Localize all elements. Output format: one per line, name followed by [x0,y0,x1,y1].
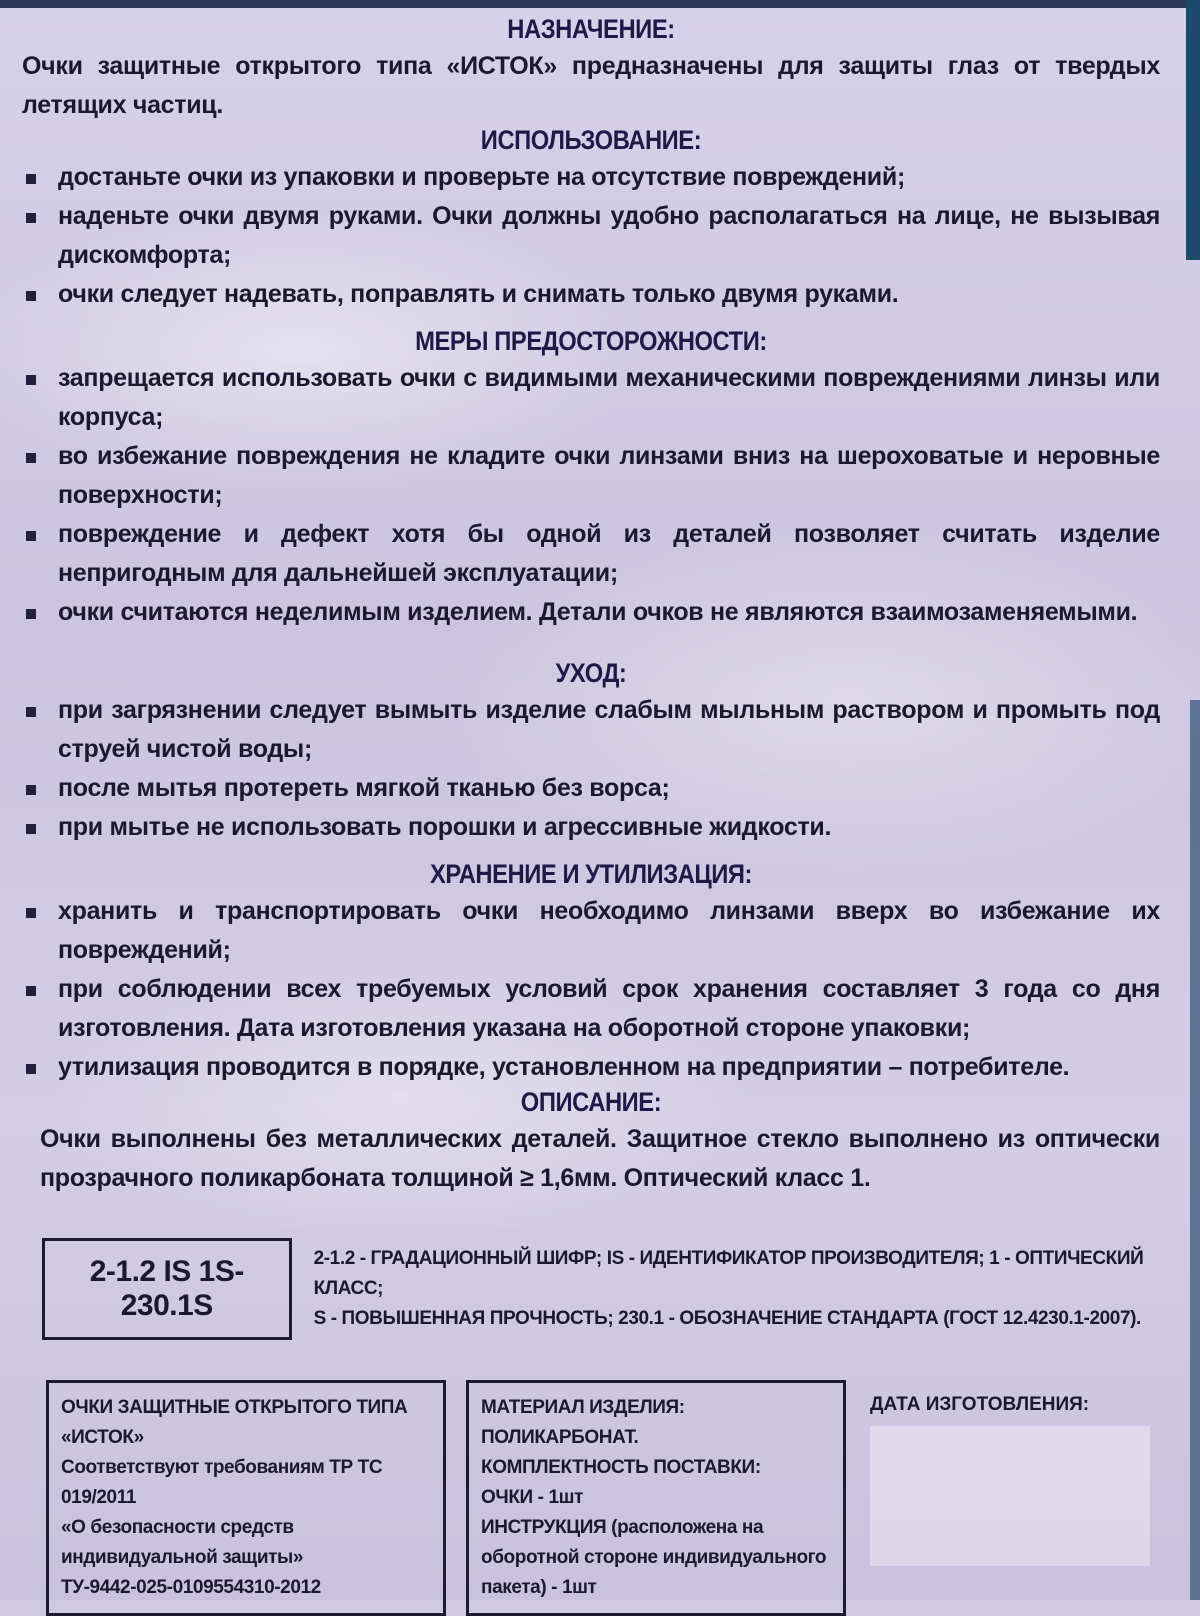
marking-legend-line: S - ПОВЫШЕННАЯ ПРОЧНОСТЬ; 230.1 - ОБОЗНАЧЕНИЕ СТАНДАРТА (ГОСТ 12.4230.1-2007). [313,1308,1141,1329]
marking-row [42,1238,1160,1340]
kit-title: КОМПЛЕКТНОСТЬ ПОСТАВКИ: [481,1457,761,1478]
storage-section [22,859,1160,1087]
precautions-title: МЕРЫ ПРЕДОСТОРОЖНОСТИ: [415,326,767,356]
usage-list [22,158,1160,314]
storage-item: при соблюдении всех требуемых условий срок хранения составляет 3 года со дня изготовления. Дата изготовления указана на оборотной стороне упаковки; [22,970,1160,1048]
description-section [22,1087,1160,1198]
care-item: после мытья протереть мягкой тканью без ворса; [22,769,1160,808]
usage-item: очки следует надевать, поправлять и снимать только двумя руками. [22,275,1160,314]
kit-item: ИНСТРУКЦИЯ (расположена на оборотной стороне индивидуального пакета) - 1шт [481,1517,827,1598]
precaution-item: очки считаются неделимым изделием. Детали очков не являются взаимозаменяемыми. [22,593,1160,632]
care-list [22,691,1160,847]
usage-item: достаньте очки из упаковки и проверьте на отсутствие повреждений; [22,158,1160,197]
precautions-list [22,359,1160,632]
precaution-item: повреждение и дефект хотя бы одной из деталей позволяет считать изделие непригодным для дальнейшей эксплуатации; [22,515,1160,593]
care-item: при загрязнении следует вымыть изделие слабым мыльным раствором и промыть под струей чистой воды; [22,691,1160,769]
storage-list [22,892,1160,1087]
info-boxes [46,1380,1160,1616]
marking-legend-line: 2-1.2 - ГРАДАЦИОННЫЙ ШИФР; IS - ИДЕНТИФИКАТОР ПРОИЗВОДИТЕЛЯ; 1 - ОПТИЧЕСКИЙ КЛАСС; [313,1248,1144,1299]
description-text: Очки выполнены без металлических деталей. Защитное стекло выполнено из оптически прозрачного поликарбоната толщиной ≥ 1,6мм. Оптический класс 1. [40,1125,1160,1192]
manufacture-date-box [870,1380,1150,1616]
usage-item: наденьте очки двумя руками. Очки должны удобно располагаться на лице, не вызывая дискомфорта; [22,197,1160,275]
purpose-text: Очки защитные открытого типа «ИСТОК» предназначены для защиты глаз от твердых летящих частиц. [22,52,1160,119]
marking-legend [314,1244,1160,1334]
marking-code: 2-1.2 IS 1S-230.1S [42,1238,292,1340]
care-item: при мытье не использовать порошки и агрессивные жидкости. [22,808,1160,847]
manufacture-date-label: ДАТА ИЗГОТОВЛЕНИЯ: [870,1394,1090,1415]
product-title: ОЧКИ ЗАЩИТНЫЕ ОТКРЫТОГО ТИПА «ИСТОК» [61,1397,408,1448]
product-compliance: Соответствуют требованиям ТР ТС 019/2011 [61,1457,383,1508]
material-info-box [466,1380,846,1616]
description-title: ОПИСАНИЕ: [520,1087,662,1117]
kit-item: ОЧКИ - 1шт [481,1487,583,1508]
product-info-box [46,1380,446,1616]
storage-item: хранить и транспортировать очки необходимо линзами вверх во избежание их повреждений; [22,892,1160,970]
purpose-section [22,14,1160,125]
storage-item: утилизация проводится в порядке, установленном на предприятии – потребителе. [22,1048,1160,1087]
purpose-title: НАЗНАЧЕНИЕ: [507,14,675,44]
precautions-section [22,326,1160,632]
product-tu-code: ТУ-9442-025-0109554310-2012 [61,1577,321,1598]
package-edge-top [0,0,1200,8]
package-edge-right [1186,0,1200,260]
precaution-item: во избежание повреждения не кладите очки линзами вниз на шероховатые и неровные поверхности; [22,437,1160,515]
usage-title: ИСПОЛЬЗОВАНИЕ: [480,125,702,155]
care-title: УХОД: [555,658,627,688]
package-edge-right-lower [1190,700,1200,1600]
manufacture-date-field [870,1426,1150,1566]
care-section [22,658,1160,847]
storage-title: ХРАНЕНИЕ И УТИЛИЗАЦИЯ: [429,859,753,889]
product-regulation: «О безопасности средств индивидуальной защиты» [61,1517,303,1568]
material-text: МАТЕРИАЛ ИЗДЕЛИЯ: ПОЛИКАРБОНАТ. [481,1397,685,1448]
usage-section [22,125,1160,314]
precaution-item: запрещается использовать очки с видимыми механическими повреждениями линзы или корпуса; [22,359,1160,437]
